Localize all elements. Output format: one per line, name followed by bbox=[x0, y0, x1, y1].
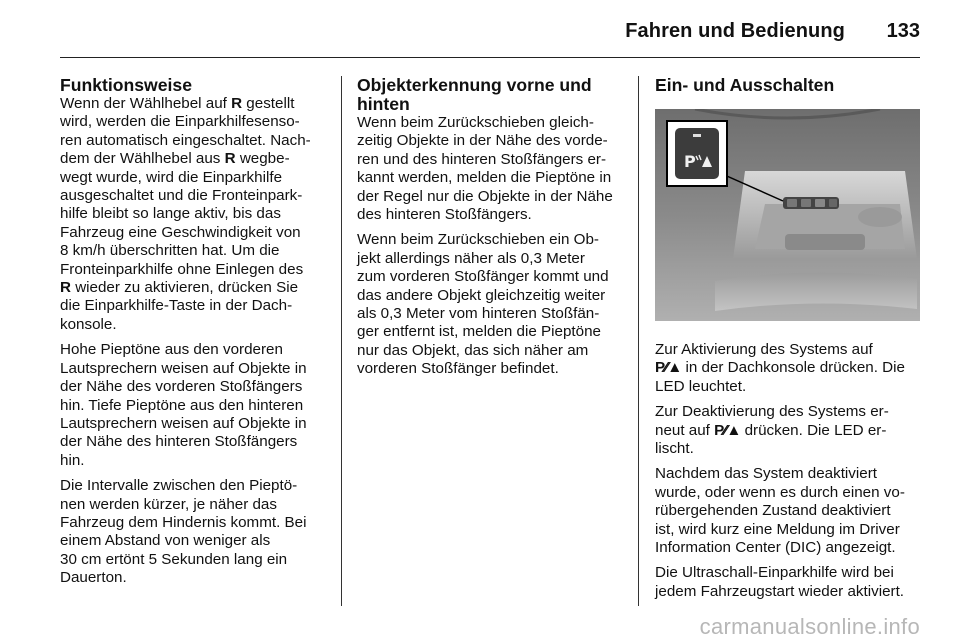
page-number: 133 bbox=[886, 20, 920, 42]
text-line: Dauerton. bbox=[60, 569, 127, 587]
paragraph-1 bbox=[655, 341, 923, 396]
text-line: nen werden kürzer, je näher das bbox=[60, 495, 277, 513]
svg-text:P: P bbox=[684, 152, 696, 171]
text-line: Fahrzeug eine Geschwindigkeit von bbox=[60, 223, 301, 241]
text-line: rübergehenden Zustand deaktiviert bbox=[655, 502, 891, 520]
text-line: 30 cm ertönt 5 Sekunden lang ein bbox=[60, 550, 288, 568]
text-line: Wenn der Wählhebel auf R gestellt bbox=[60, 95, 295, 112]
text-line: kannt werden, melden die Pieptöne in bbox=[357, 169, 612, 187]
paragraph-4 bbox=[655, 564, 923, 601]
text-line: hin. Tiefe Pieptöne aus den hinteren bbox=[60, 396, 304, 414]
text-line: zum vorderen Stoßfänger kommt und bbox=[357, 268, 609, 286]
paragraph-2 bbox=[655, 403, 923, 458]
text-line: ren automatisch eingeschaltet. Nach- bbox=[60, 131, 311, 149]
paragraph-3 bbox=[655, 465, 923, 557]
text-line: die Einparkhilfe-Taste in der Dach- bbox=[60, 297, 293, 315]
column-2 bbox=[357, 76, 625, 386]
heading-ein-ausschalten: Ein- und Ausschalten bbox=[655, 75, 835, 95]
text-line: Hohe Pieptöne aus den vorderen bbox=[60, 341, 283, 359]
text-line: neut auf P⁄⁄▲ drücken. Die LED er- bbox=[655, 421, 887, 439]
paragraph-1 bbox=[357, 114, 625, 224]
text-line: Wenn beim Zurückschieben ein Ob- bbox=[357, 231, 599, 249]
column-1 bbox=[60, 76, 328, 595]
text-line: hilfe bleibt so lange aktiv, bis das bbox=[60, 205, 281, 223]
text-line: Lautsprechern weisen auf Objekte in bbox=[60, 359, 307, 377]
text-line: Zur Deaktivierung des Systems er- bbox=[655, 403, 889, 421]
text-line: Information Center (DIC) angezeigt. bbox=[655, 539, 896, 557]
parking-assist-icon: P⁄⁄▲ bbox=[655, 359, 682, 377]
text-line: jekt allerdings näher als 0,3 Meter bbox=[357, 249, 585, 267]
text-line: Zur Aktivierung des Systems auf bbox=[655, 341, 873, 358]
roof-console-figure bbox=[655, 109, 920, 321]
column-divider-1 bbox=[341, 76, 342, 606]
text-line: Fronteinparkhilfe ohne Einlegen des bbox=[60, 260, 304, 278]
roof-console-illustration bbox=[655, 109, 920, 321]
text-line: als 0,3 Meter vom hinteren Stoßfän- bbox=[357, 305, 600, 323]
text-line: ausgeschaltet und die Fronteinpark- bbox=[60, 187, 303, 205]
text-line: dem der Wählhebel aus R wegbe- bbox=[60, 150, 290, 168]
text-line: vorderen Stoßfänger befindet. bbox=[357, 360, 559, 378]
text-line: das andere Objekt gleichzeitig weiter bbox=[357, 286, 606, 304]
paragraph-3 bbox=[60, 477, 328, 587]
heading-funktionsweise: Funktionsweise bbox=[60, 75, 192, 95]
watermark: carmanualsonline.info bbox=[699, 614, 920, 639]
page-header bbox=[60, 18, 920, 60]
text-line: Nachdem das System deaktiviert bbox=[655, 465, 877, 483]
text-line: P⁄⁄▲ in der Dachkonsole drücken. Die bbox=[655, 359, 905, 377]
text-line: ist, wird kurz eine Meldung im Driver bbox=[655, 520, 900, 538]
text-line: konsole. bbox=[60, 315, 117, 333]
text-line: hin. bbox=[60, 451, 85, 469]
text-line: zeitig Objekte in der Nähe des vorde- bbox=[357, 132, 608, 150]
paragraph-2 bbox=[60, 341, 328, 470]
header-rule bbox=[60, 57, 920, 58]
text-line: nur das Objekt, das sich näher am bbox=[357, 341, 589, 359]
text-line: der Nähe des vorderen Stoßfängers bbox=[60, 378, 303, 396]
text-line: ren und des hinteren Stoßfängers er- bbox=[357, 150, 607, 168]
paragraph-1 bbox=[60, 95, 328, 334]
text-line: R wieder zu aktivieren, drücken Sie bbox=[60, 279, 299, 297]
text-line: Die Intervalle zwischen den Pieptö- bbox=[60, 477, 298, 495]
text-line: Lautsprechern weisen auf Objekte in bbox=[60, 414, 307, 432]
column-3 bbox=[655, 76, 923, 608]
text-line: der Nähe des hinteren Stoßfängers bbox=[60, 433, 298, 451]
text-line: ger entfernt ist, melden die Pieptöne bbox=[357, 323, 601, 341]
text-line: Die Ultraschall-Einparkhilfe wird bei bbox=[655, 564, 894, 582]
text-line: lischt. bbox=[655, 440, 694, 458]
text-line: des hinteren Stoßfängers. bbox=[357, 206, 532, 224]
column-divider-2 bbox=[638, 76, 639, 606]
page-title: Fahren und Bedienung bbox=[625, 20, 845, 42]
text-line: Fahrzeug dem Hindernis kommt. Bei bbox=[60, 513, 307, 531]
paragraph-2 bbox=[357, 231, 625, 378]
text-line: LED leuchtet. bbox=[655, 377, 747, 395]
text-line: einem Abstand von weniger als bbox=[60, 532, 271, 550]
text-line: der Regel nur die Objekte in der Nähe bbox=[357, 187, 613, 205]
text-line: wegt wurde, wird die Einparkhilfe bbox=[60, 168, 283, 186]
heading-objekterkennung: Objekterkennung vorne und hinten bbox=[357, 75, 592, 114]
text-line: wurde, oder wenn es durch einen vo- bbox=[655, 483, 905, 501]
parking-assist-icon: P⁄⁄▲ bbox=[714, 421, 741, 439]
text-line: 8 km/h überschritten hat. Um die bbox=[60, 242, 280, 260]
text-line: wird, werden die Einparkhilfesenso- bbox=[60, 113, 300, 131]
text-line: jedem Fahrzeugstart wieder aktiviert. bbox=[655, 582, 905, 600]
text-line: Wenn beim Zurückschieben gleich- bbox=[357, 114, 594, 131]
